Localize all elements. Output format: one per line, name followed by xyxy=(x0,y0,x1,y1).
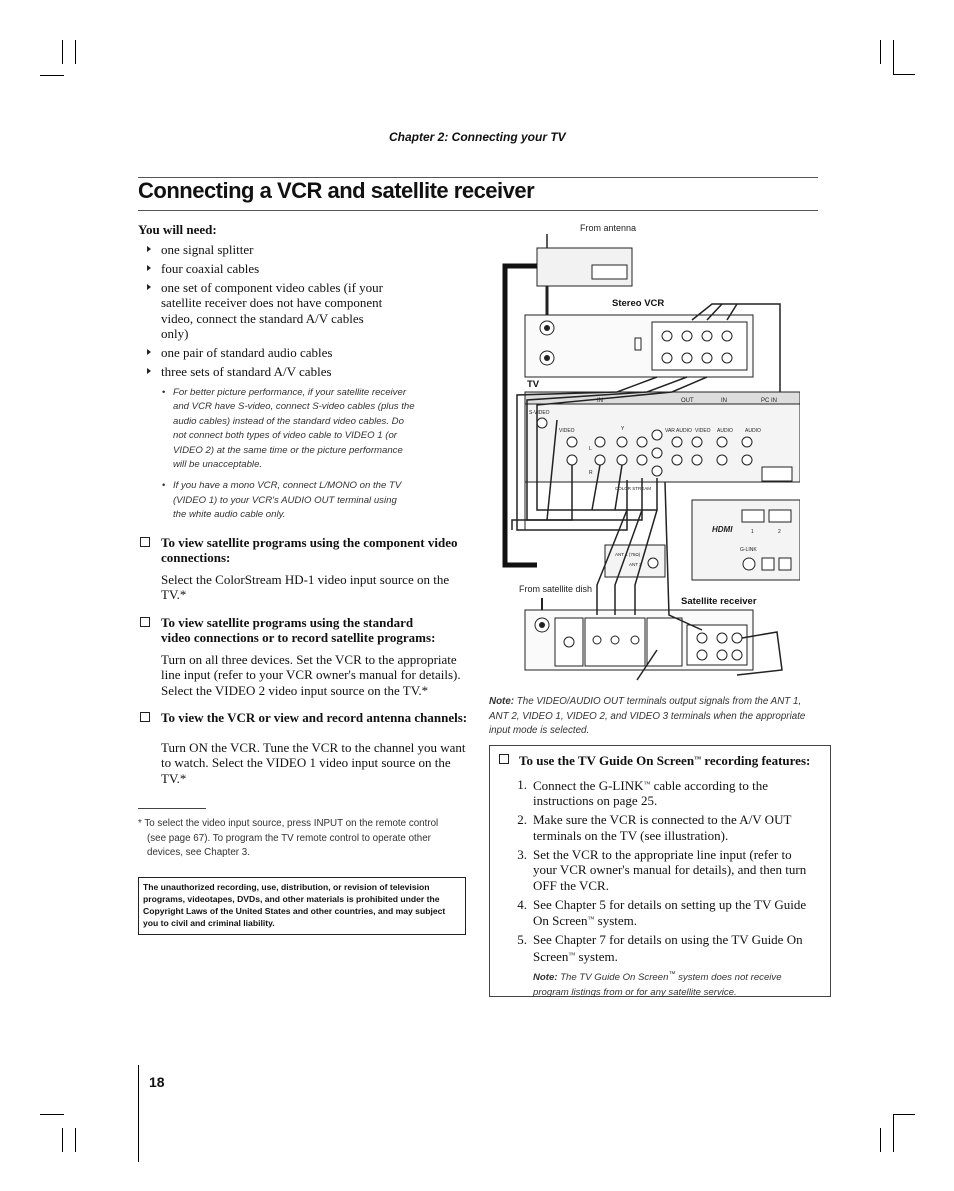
you-will-need-label: You will need: xyxy=(138,222,217,237)
crop-mark xyxy=(40,1114,64,1115)
svg-text:IN: IN xyxy=(721,398,727,404)
svg-text:VIDEO: VIDEO xyxy=(695,428,711,434)
svg-text:ANT 1 (75Ω): ANT 1 (75Ω) xyxy=(615,552,641,557)
section-standard xyxy=(138,615,468,699)
chapter-header: Chapter 2: Connecting your TV xyxy=(389,130,566,144)
tv-guide-box xyxy=(489,745,831,997)
svg-text:IN: IN xyxy=(597,398,603,404)
svg-text:2: 2 xyxy=(778,529,781,535)
from-antenna-label: From antenna xyxy=(580,223,637,233)
page-number: 18 xyxy=(149,1074,165,1090)
crop-mark xyxy=(62,40,63,64)
crop-mark xyxy=(893,40,894,74)
crop-mark xyxy=(893,1114,915,1115)
svg-text:G-LINK: G-LINK xyxy=(740,547,757,553)
svg-text:1: 1 xyxy=(751,529,754,535)
tv-panel xyxy=(525,392,800,482)
copyright-warning: The unauthorized recording, use, distribution, or revision of television programs, videotapes, DVDs, and other materials is prohibited under the Copyright Laws of the United States and other countries, and may subject you to civil and criminal liability. xyxy=(138,877,466,935)
page-title: Connecting a VCR and satellite receiver xyxy=(138,178,535,203)
note-av-out xyxy=(489,695,819,739)
note-tv-guide: Note: The TV Guide On Screen™ system does not receive program listings from or for any satellite service. xyxy=(533,971,782,998)
checkbox-icon xyxy=(499,754,509,764)
svg-text:AUDIO: AUDIO xyxy=(717,428,733,434)
svg-text:HDMI: HDMI xyxy=(712,525,733,534)
section-heading: To view satellite programs using the standard video connections or to record satellite programs: xyxy=(161,614,436,646)
crop-mark xyxy=(893,74,915,75)
svg-text:AUDIO: AUDIO xyxy=(745,428,761,434)
svg-text:VIDEO: VIDEO xyxy=(559,428,575,434)
section-heading: To view satellite programs using the component video connections: xyxy=(161,534,458,566)
need-item: one signal splitter xyxy=(138,242,468,258)
section-heading: To view the VCR or view and record antenna channels: xyxy=(161,710,468,726)
crop-mark xyxy=(893,1114,894,1152)
step-item: 4. See Chapter 5 for details on setting up the TV Guide On Screen™ system. xyxy=(517,896,807,928)
crop-mark xyxy=(62,1128,63,1152)
crop-mark xyxy=(75,40,76,64)
need-item: one pair of standard audio cables xyxy=(138,345,468,361)
checkbox-icon xyxy=(140,712,150,722)
svg-text:S-VIDEO: S-VIDEO xyxy=(529,410,550,416)
need-item: three sets of standard A/V cables xyxy=(138,364,468,380)
need-item: one set of component video cables (if your satellite receiver does not have component video, connect the standard A/V cables only) xyxy=(138,280,386,342)
section-body: Turn on all three devices. Set the VCR to the appropriate line input (refer to your VCR owner's manual for details). Select the VIDEO 2 video input source on the TV.* xyxy=(161,651,461,698)
step-item: 3. Set the VCR to the appropriate line input (refer to your VCR owner's manual for details), and then turn OFF the VCR. xyxy=(517,846,807,893)
crop-mark xyxy=(75,1128,76,1152)
need-note: • If you have a mono VCR, connect L/MONO on the TV (VIDEO 1) to your VCR's AUDIO OUT terminal using the white audio cable only. xyxy=(138,479,403,523)
crop-mark xyxy=(880,40,881,64)
svg-text:R: R xyxy=(589,470,593,476)
svg-text:VAR AUDIO: VAR AUDIO xyxy=(665,428,692,434)
crop-mark xyxy=(880,1128,881,1152)
stereo-vcr-label: Stereo VCR xyxy=(612,298,665,309)
step-item: 2. Make sure the VCR is connected to the A/V OUT terminals on the TV (see illustration). xyxy=(517,812,792,843)
section-body: Select the ColorStream HD-1 video input source on the TV.* xyxy=(161,571,450,603)
section-component xyxy=(138,535,468,603)
svg-text:COLOR STREAM: COLOR STREAM xyxy=(615,486,652,491)
tv-guide-steps xyxy=(504,777,816,965)
page-margin-bar xyxy=(138,1065,139,1162)
svg-text:ANT 2: ANT 2 xyxy=(629,562,642,567)
step-item: 1. Connect the G-LINK™ cable according to the instructions on page 25. xyxy=(517,776,769,808)
need-item: four coaxial cables xyxy=(138,261,468,277)
step-item: 5. See Chapter 7 for details on using the TV Guide On Screen™ system. xyxy=(517,932,803,964)
section-vcr xyxy=(138,710,468,786)
svg-text:Y: Y xyxy=(621,426,625,432)
svg-text:OUT: OUT xyxy=(681,398,694,404)
from-dish-label: From satellite dish xyxy=(519,584,593,594)
footnote-rule xyxy=(138,808,206,809)
checkbox-icon xyxy=(140,617,150,627)
note-label: Note: xyxy=(489,696,515,707)
section-body: Turn ON the VCR. Tune the VCR to the channel you want to watch. Select the VIDEO 1 video input source on the TV.* xyxy=(161,739,466,786)
crop-mark xyxy=(40,75,64,76)
connection-diagram xyxy=(497,220,800,690)
checkbox-icon xyxy=(140,537,150,547)
title-rule-bottom xyxy=(138,210,818,211)
tv-label: TV xyxy=(527,379,540,390)
satellite-receiver-label: Satellite receiver xyxy=(681,596,757,607)
svg-text:PC IN: PC IN xyxy=(761,398,778,404)
need-note: • For better picture performance, if your satellite receiver and VCR have S-video, connect S-video cables (plus the audio cables) instead of the standard video cables. Do not connect both types of video cable to VIDEO 1 (or VIDEO 2) at the same time or the picture performance will be unacceptable. xyxy=(138,386,418,474)
note-text: The VIDEO/AUDIO OUT terminals output signals from the ANT 1, ANT 2, VIDEO 1, VIDEO 2, and VIDEO 3 terminals when the appropriate input mode is selected. xyxy=(489,696,806,736)
left-column xyxy=(138,222,468,935)
tv-guide-heading: To use the TV Guide On Screen™ recording features: xyxy=(504,752,816,769)
svg-text:L: L xyxy=(589,446,592,452)
footnote: * To select the video input source, press INPUT on the remote control (see page 67). To program the TV remote control to operate other devices, see Chapter 3. xyxy=(138,818,439,859)
